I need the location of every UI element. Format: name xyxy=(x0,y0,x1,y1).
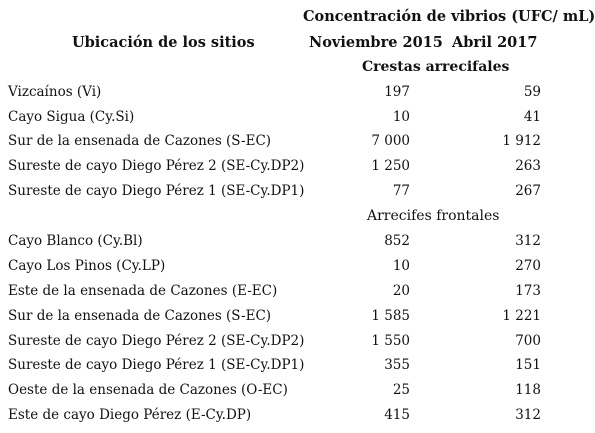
site-name: Sur de la ensenada de Cazones (S-EC) xyxy=(8,308,272,324)
value-nov-2015: 7 000 xyxy=(371,133,410,149)
table-row xyxy=(0,407,565,427)
value-nov-2015: 77 xyxy=(392,183,410,199)
value-nov-2015: 20 xyxy=(392,283,410,299)
table-row xyxy=(0,283,565,303)
value-nov-2015: 852 xyxy=(384,233,410,249)
site-name: Oeste de la ensenada de Cazones (O-EC) xyxy=(8,382,288,398)
value-abr-2017: 59 xyxy=(523,84,541,100)
value-nov-2015: 197 xyxy=(384,84,410,100)
site-name: Cayo Blanco (Cy.Bl) xyxy=(8,233,143,249)
value-abr-2017: 173 xyxy=(515,283,541,299)
site-name: Cayo Los Pinos (Cy.LP) xyxy=(8,258,166,274)
site-name: Sureste de cayo Diego Pérez 1 (SE-Cy.DP1) xyxy=(8,183,305,199)
value-abr-2017: 312 xyxy=(515,233,541,249)
value-nov-2015: 10 xyxy=(392,258,410,274)
site-name: Sureste de cayo Diego Pérez 1 (SE-Cy.DP1) xyxy=(8,357,305,373)
value-abr-2017: 267 xyxy=(515,183,541,199)
table-row xyxy=(0,84,565,104)
value-nov-2015: 1 250 xyxy=(371,158,410,174)
table-row xyxy=(0,109,565,129)
value-abr-2017: 1 221 xyxy=(502,308,541,324)
header-concentration: Concentración de vibrios (UFC/ mL) xyxy=(303,8,595,25)
table-row xyxy=(0,382,565,402)
header-nov-2015: Noviembre 2015 xyxy=(309,34,443,51)
site-name: Sureste de cayo Diego Pérez 2 (SE-Cy.DP2) xyxy=(8,158,305,174)
value-abr-2017: 700 xyxy=(515,333,541,349)
site-name: Sur de la ensenada de Cazones (S-EC) xyxy=(8,133,272,149)
value-nov-2015: 415 xyxy=(384,407,410,423)
site-name: Este de cayo Diego Pérez (E-Cy.DP) xyxy=(8,407,252,423)
value-abr-2017: 270 xyxy=(515,258,541,274)
value-abr-2017: 151 xyxy=(515,357,541,373)
table-row xyxy=(0,357,565,377)
value-abr-2017: 1 912 xyxy=(502,133,541,149)
table-row xyxy=(0,258,565,278)
value-abr-2017: 118 xyxy=(515,382,541,398)
value-nov-2015: 10 xyxy=(392,109,410,125)
value-nov-2015: 1 550 xyxy=(371,333,410,349)
value-abr-2017: 263 xyxy=(515,158,541,174)
value-abr-2017: 312 xyxy=(515,407,541,423)
table-row xyxy=(0,308,565,328)
site-name: Cayo Sigua (Cy.Si) xyxy=(8,109,135,125)
table-row xyxy=(0,233,565,253)
site-name: Sureste de cayo Diego Pérez 2 (SE-Cy.DP2) xyxy=(8,333,305,349)
site-name: Vizcaínos (Vi) xyxy=(8,84,102,100)
section-title-arrecifes: Arrecifes frontales xyxy=(367,208,500,224)
table-row xyxy=(0,183,565,203)
value-nov-2015: 25 xyxy=(392,382,410,398)
value-abr-2017: 41 xyxy=(523,109,541,125)
table-row xyxy=(0,133,565,153)
table-row xyxy=(0,158,565,178)
header-abr-2017: Abril 2017 xyxy=(452,34,538,51)
value-nov-2015: 1 585 xyxy=(371,308,410,324)
section-title-crestas: Crestas arrecifales xyxy=(362,59,510,75)
value-nov-2015: 355 xyxy=(384,357,410,373)
site-name: Este de la ensenada de Cazones (E-EC) xyxy=(8,283,278,299)
table-row xyxy=(0,333,565,353)
header-location: Ubicación de los sitios xyxy=(72,34,255,51)
